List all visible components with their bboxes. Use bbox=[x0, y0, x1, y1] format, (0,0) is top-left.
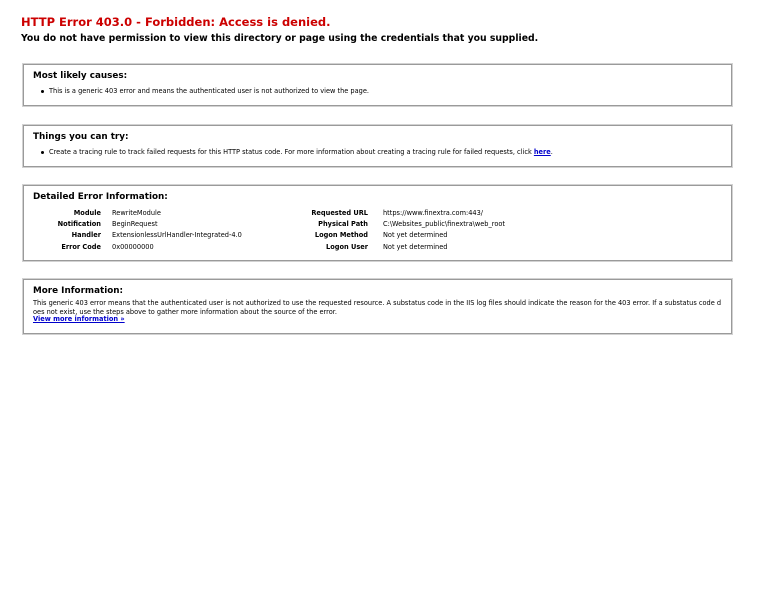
detail-left-column bbox=[33, 208, 242, 253]
more-information-link-wrap bbox=[33, 315, 125, 324]
detail-row-error-code bbox=[33, 242, 242, 253]
detail-row-handler bbox=[33, 230, 242, 241]
detail-value: 0x00000000 bbox=[112, 242, 154, 251]
more-information-heading: More Information: bbox=[33, 286, 124, 296]
likely-causes-list bbox=[49, 86, 369, 96]
detail-value: RewriteModule bbox=[112, 209, 161, 217]
detail-label: Logon User bbox=[326, 242, 368, 251]
detail-value: Not yet determined bbox=[383, 242, 448, 251]
more-information-text: This generic 403 error means that the authenticated user is not authorized to use the requested resource. A substatus code in the IIS log files should indicate the reason for the 403 error. If a substatus code does not exist, use the steps above to gather more information about the source of the error. bbox=[33, 299, 722, 316]
detail-row-physical-path bbox=[283, 219, 505, 230]
view-more-information-link[interactable]: View more information » bbox=[33, 315, 125, 323]
detail-label: Notification bbox=[57, 220, 101, 229]
detail-label: Error Code bbox=[61, 242, 101, 251]
detail-value: ExtensionlessUrlHandler-Integrated-4.0 bbox=[112, 231, 242, 240]
detailed-error-heading: Detailed Error Information: bbox=[33, 192, 168, 202]
detail-value: Not yet determined bbox=[383, 231, 448, 240]
error-header bbox=[21, 14, 741, 46]
list-item-end: . bbox=[550, 148, 553, 156]
detail-label: Requested URL bbox=[311, 209, 368, 217]
things-to-try-heading: Things you can try: bbox=[33, 132, 129, 142]
detail-row-logon-method bbox=[283, 230, 505, 241]
tracing-rule-help-link[interactable]: here bbox=[533, 148, 551, 156]
detail-row-logon-user bbox=[283, 242, 505, 253]
list-item bbox=[49, 147, 553, 157]
detail-value: C:\Websites_public\finextra\web_root bbox=[383, 220, 506, 229]
detail-label: Handler bbox=[71, 231, 101, 240]
list-item-text: Create a tracing rule to track failed requests for this HTTP status code. For more information about creating a tracing rule for failed requests, click bbox=[49, 148, 534, 156]
detail-label: Module bbox=[73, 209, 101, 217]
list-item: This is a generic 403 error and means the authenticated user is not authorized to view the page. bbox=[49, 87, 369, 95]
detailed-error-panel bbox=[22, 184, 733, 262]
likely-causes-panel bbox=[22, 63, 733, 107]
things-to-try-panel bbox=[22, 124, 733, 168]
detail-value: https://www.finextra.com:443/ bbox=[383, 209, 484, 217]
detail-row-requested-url bbox=[283, 208, 505, 219]
detail-row-module bbox=[33, 208, 242, 219]
error-title: HTTP Error 403.0 - Forbidden: Access is denied. bbox=[21, 15, 331, 29]
likely-causes-heading: Most likely causes: bbox=[33, 71, 128, 81]
detail-value: BeginRequest bbox=[112, 220, 158, 229]
more-information-panel bbox=[22, 278, 733, 335]
detail-label: Logon Method bbox=[314, 231, 368, 240]
detail-right-column bbox=[283, 208, 505, 253]
detail-row-notification bbox=[33, 219, 242, 230]
detail-label: Physical Path bbox=[318, 220, 368, 229]
things-to-try-list bbox=[49, 147, 553, 157]
error-subtitle: You do not have permission to view this directory or page using the credentials that you supplied. bbox=[21, 33, 539, 44]
